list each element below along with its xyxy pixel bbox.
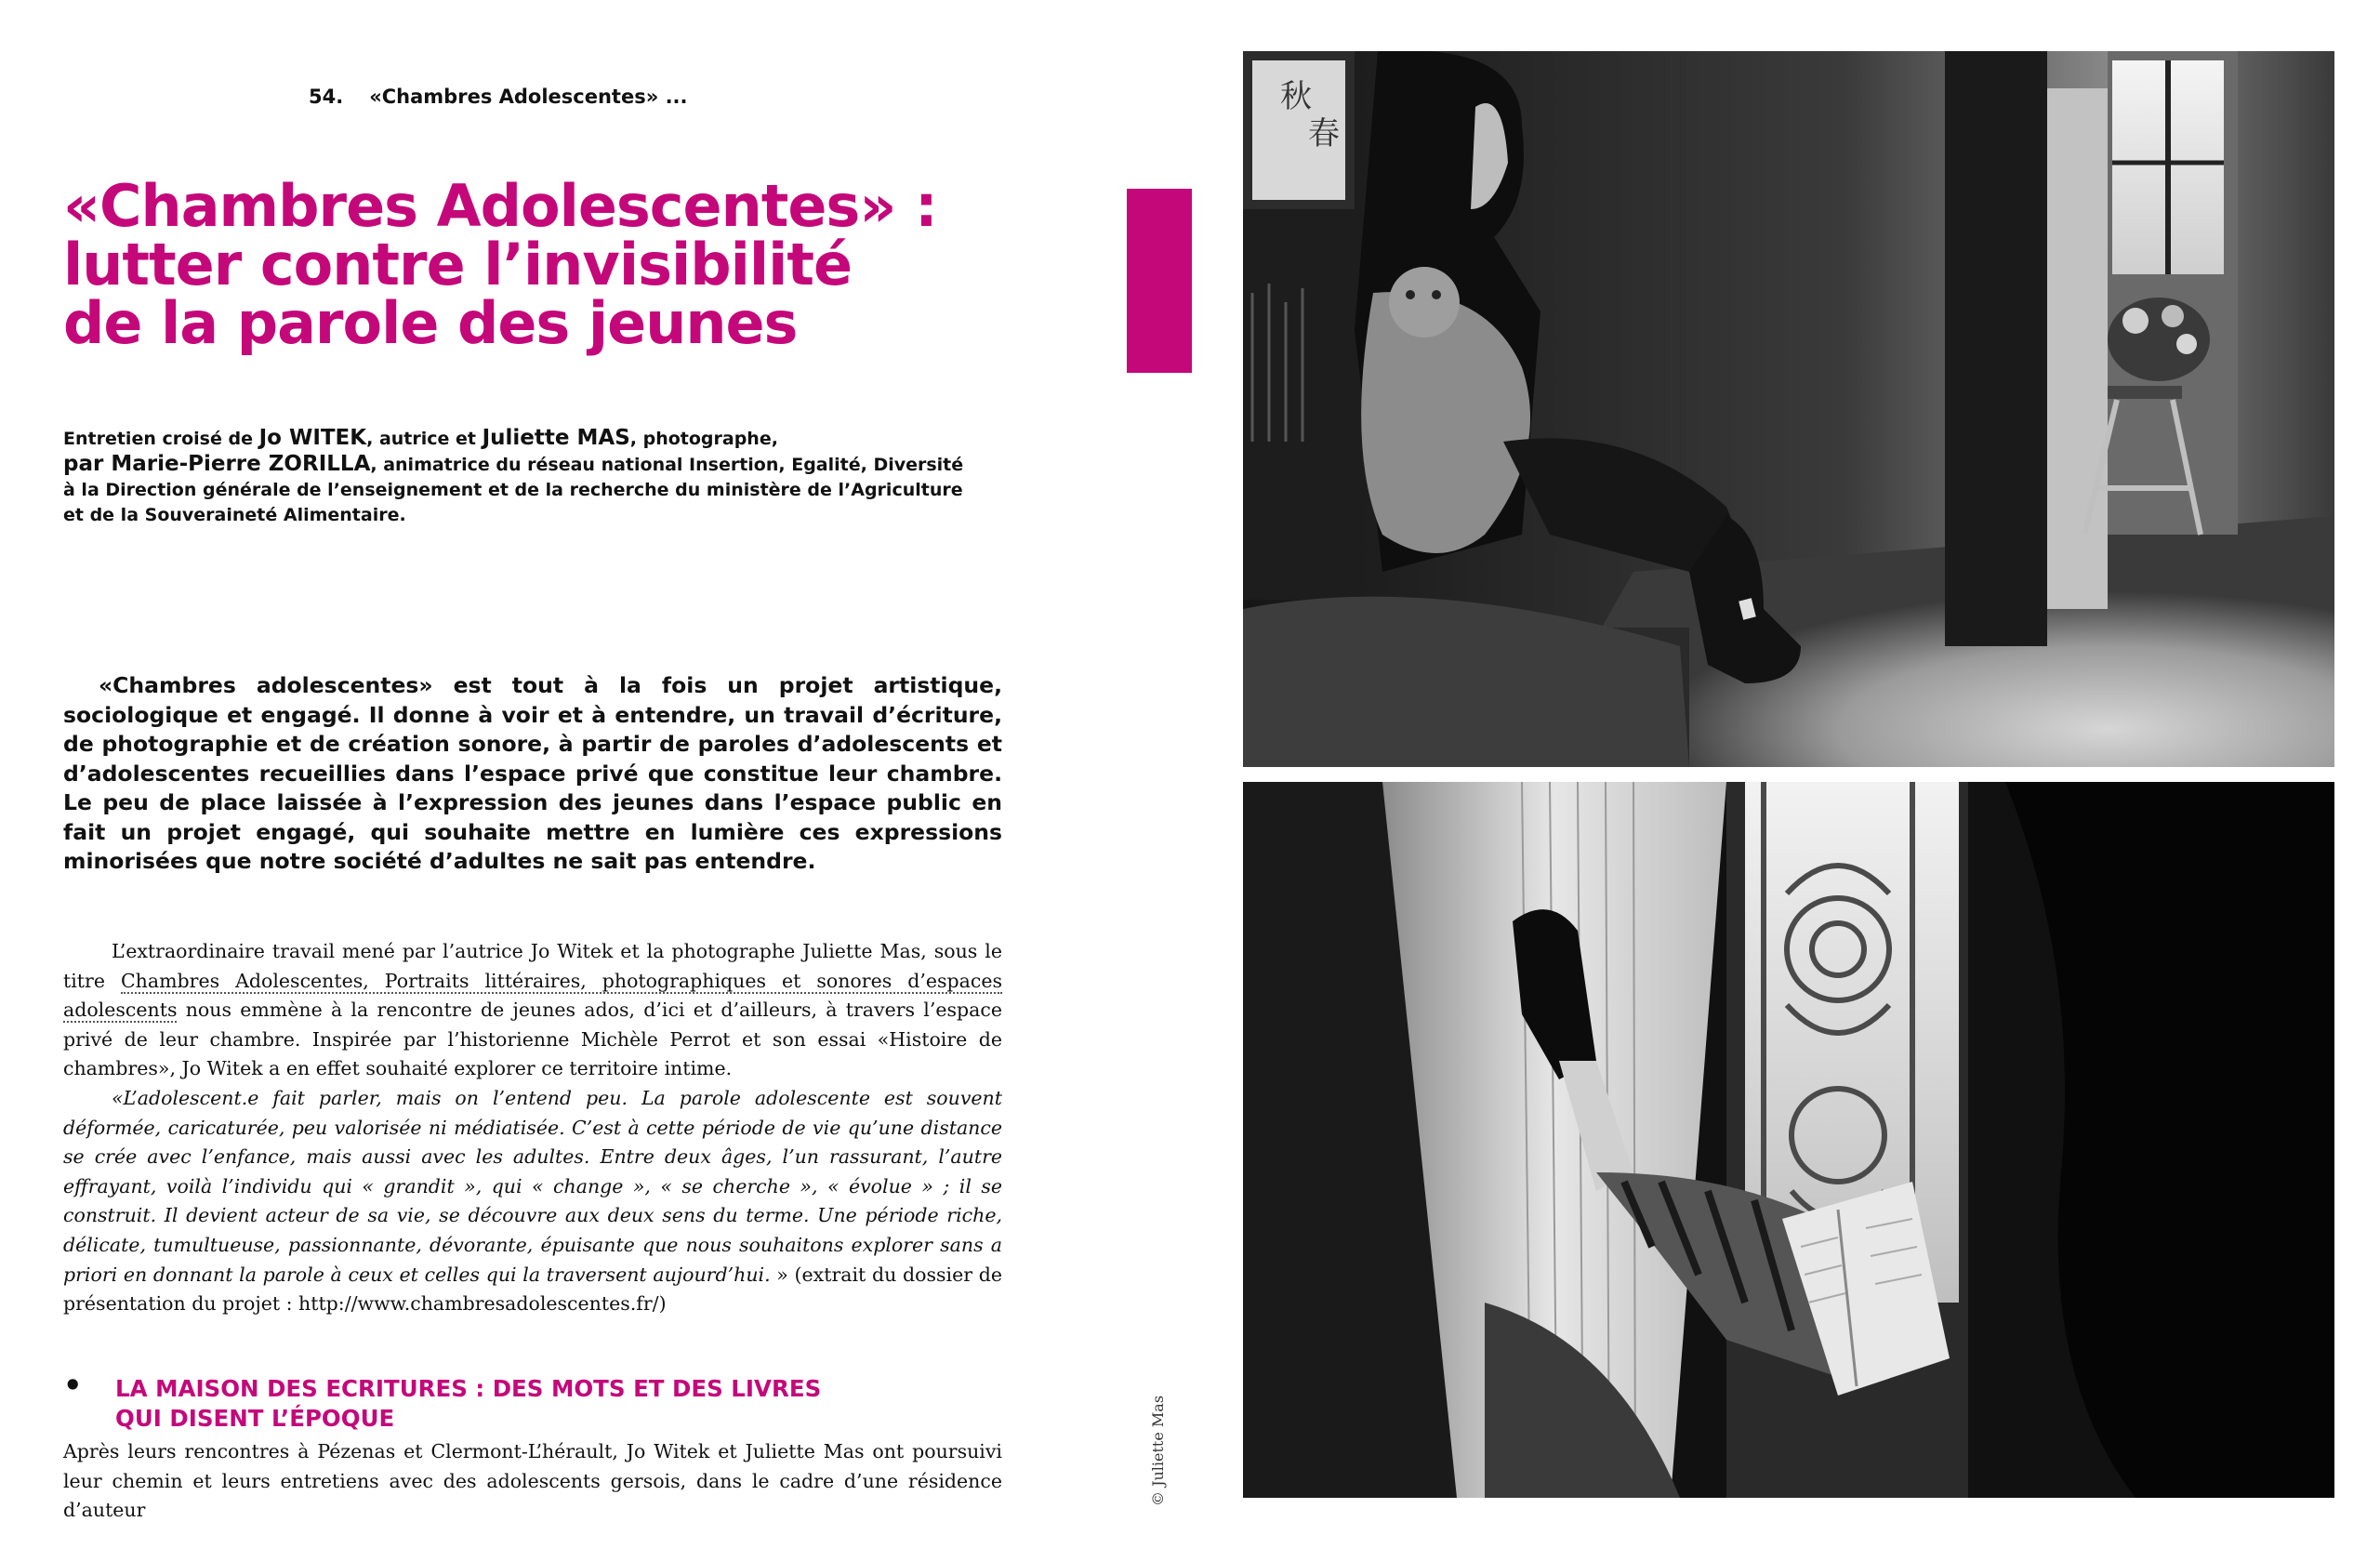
byline-line-4: et de la Souveraineté Alimentaire.: [63, 505, 406, 525]
accent-bar: [1127, 189, 1192, 373]
section-heading-line-1: LA MAISON DES ECRITURES : DES MOTS ET DES LIVRES: [115, 1375, 822, 1402]
bullet-icon: •: [63, 1368, 83, 1403]
svg-text:秋: 秋: [1280, 78, 1312, 115]
title-line-2: lutter contre l’invisibilité: [63, 231, 853, 298]
running-title: «Chambres Adolescentes» ...: [369, 86, 688, 108]
byline: [63, 426, 984, 528]
body-paragraph-3: Après leurs rencontres à Pézenas et Clermont-L’hérault, Jo Witek et Juliette Mas ont poursuivi leur chemin et leurs entretiens avec des adolescents gersois, dans le cadre d’une résidence d’auteur: [63, 1440, 1002, 1522]
photo-girl-with-teddy-bear: [1243, 51, 2334, 767]
title-line-1: «Chambres Adolescentes» :: [63, 172, 937, 240]
running-header: [309, 86, 688, 108]
photo-girl-illustration: [1243, 51, 2334, 767]
author-name: Jo WITEK: [258, 426, 367, 450]
section-heading: [63, 1368, 1002, 1434]
page-number: 54.: [309, 86, 344, 108]
lead-paragraph: «Chambres adolescentes» est tout à la fois un projet artistique, sociologique et engagé. Il donne à voir et à entendre, un travail d’écriture, de photographie et de création sonore, à partir de paroles d’adolescents et d’adolescentes recueillies dans l’espace privé que constitue leur chambre. Le peu de place laissée à l’expression des jeunes dans l’espace public en fait un projet engagé, qui souhaite mettre en lumière ces expressions minorisées que notre société d’adultes ne sait pas entendre.: [63, 672, 1002, 874]
section-heading-line-2: QUI DISENT L’ÉPOQUE: [115, 1405, 395, 1432]
photographer-name: Juliette MAS: [482, 426, 630, 450]
project-title-link[interactable]: Chambres Adolescentes, Portraits littéraires, photographiques et sonores d’espaces adolescents: [63, 969, 1002, 1022]
article-title: [63, 172, 1104, 357]
photo-credit: © Juliette Mas: [1149, 1395, 1167, 1506]
body-text: [63, 937, 1002, 1319]
byline-line-3: à la Direction générale de l’enseignement et de la recherche du ministère de l’Agriculture: [63, 480, 963, 500]
byline-line-1: Entretien croisé de Jo WITEK, autrice et Juliette MAS, photographe,: [63, 426, 778, 450]
quote: «L’adolescent.e fait parler, mais on l’entend peu. La parole adolescente est souvent déformée, caricaturée, peu valorisée ni médiatisée. C’est à cette période de vie qu’une distance se crée avec l’enfance, mais aussi avec les adultes. Entre deux âges, l’un rassurant, l’autre effrayant, voilà l’individu qui « grandit », qui « change », « se cherche », « évolue » ; il se construit. Il devient acteur de sa vie, se découvre aux deux sens du terme. Une période riche, délicate, tumultueuse, passionnante, dévorante, épuisante que nous souhaitons explorer sans a priori en donnant la parole à ceux et celles qui la traversent aujourd’hui.: [63, 1086, 1002, 1286]
photo-reading-illustration: [1243, 782, 2334, 1498]
interviewer-name: Marie-Pierre ZORILLA: [111, 452, 371, 476]
svg-text:春: 春: [1308, 115, 1340, 152]
byline-line-2: par Marie-Pierre ZORILLA, animatrice du réseau national Insertion, Egalité, Diversité: [63, 452, 964, 476]
body-paragraph-2: «L’adolescent.e fait parler, mais on l’entend peu. La parole adolescente est souvent déformée, caricaturée, peu valorisée ni médiatisée. C’est à cette période de vie qu’une distance se crée avec l’enfance, mais aussi avec les adultes. Entre deux âges, l’un rassurant, l’autre effrayant, voilà l’individu qui « grandit », qui « change », « se cherche », « évolue » ; il se construit. Il devient acteur de sa vie, se découvre aux deux sens du terme. Une période riche, délicate, tumultueuse, passionnante, dévorante, épuisante que nous souhaitons explorer sans a priori en donnant la parole à ceux et celles qui la traversent aujourd’hui. » (extrait du dossier de présentation du projet : http://www.chambresadolescentes.fr/): [63, 1086, 1002, 1316]
body-paragraph-1: L’extraordinaire travail mené par l’autrice Jo Witek et la photographe Juliette Mas, sous le titre Chambres Adolescentes, Portraits littéraires, photographiques et sonores d’espaces adolescents nous emmène à la rencontre de jeunes ados, d’ici et d’ailleurs, à travers l’espace privé de leur chambre. Inspirée par l’historienne Michèle Perrot et son essai «Histoire de chambres», Jo Witek a en effet souhaité explorer ce territoire intime.: [63, 940, 1002, 1080]
title-line-3: de la parole des jeunes: [63, 289, 798, 357]
photo-reading-by-window: [1243, 782, 2334, 1498]
